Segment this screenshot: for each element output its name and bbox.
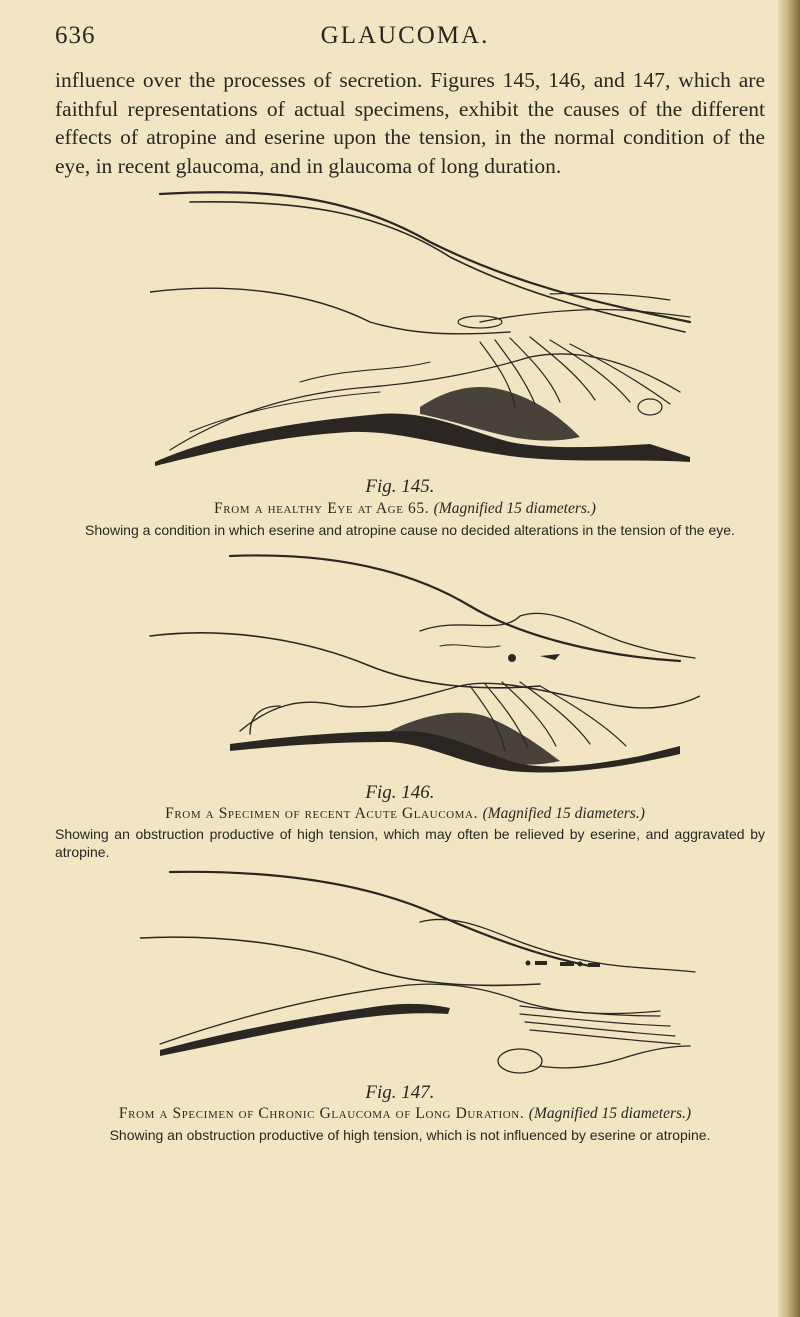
figure-145-title: [40, 500, 770, 518]
figure-145-title-main: From a healthy Eye at Age 65.: [214, 500, 430, 517]
page-edge-shadow: [778, 0, 800, 1317]
figure-145-illustration: [150, 182, 695, 472]
figure-147-illustration: [140, 866, 700, 1076]
figure-146-title-note: (Magnified 15 diameters.): [482, 805, 645, 822]
figure-145-caption: Showing a condition in which eserine and atropine cause no decided alterations in the tension of the eye.: [85, 522, 735, 538]
figure-147-title-note: (Magnified 15 diameters.): [528, 1105, 692, 1122]
figure-145-title-note: (Magnified 15 diameters.): [433, 500, 596, 517]
body-paragraph: influence over the processes of secretion. Figures 145, 146, and 147, which are faithful representations of actual specimens, exhibit the causes of the different effects of atropine and eserine upon the tension, in the normal condition of the eye, in recent glaucoma, and in glaucoma of long duration.: [55, 68, 765, 178]
figure-147-caption: Showing an obstruction productive of high tension, which is not influenced by eserine or atropine.: [109, 1127, 711, 1143]
figure-146-title: [40, 805, 770, 823]
figure-146-label: Fig. 146.: [365, 782, 435, 803]
figure-146-caption: Showing an obstruction productive of high tension, which may often be relieved by eserine, and aggravated by atropine.: [55, 826, 765, 860]
figure-147-title-main: From a Specimen of Chronic Glaucoma of Long Duration.: [118, 1105, 525, 1122]
figure-146-illustration: [140, 546, 700, 776]
page-number: 636: [55, 22, 96, 49]
page-header: [55, 22, 755, 56]
figure-147-label: Fig. 147.: [365, 1082, 435, 1103]
figure-145-label: Fig. 145.: [365, 476, 435, 497]
figure-146-title-main: From a Specimen of recent Acute Glaucoma.: [165, 805, 479, 822]
figure-147-title: [40, 1105, 770, 1123]
running-title: GLAUCOMA.: [320, 22, 490, 49]
